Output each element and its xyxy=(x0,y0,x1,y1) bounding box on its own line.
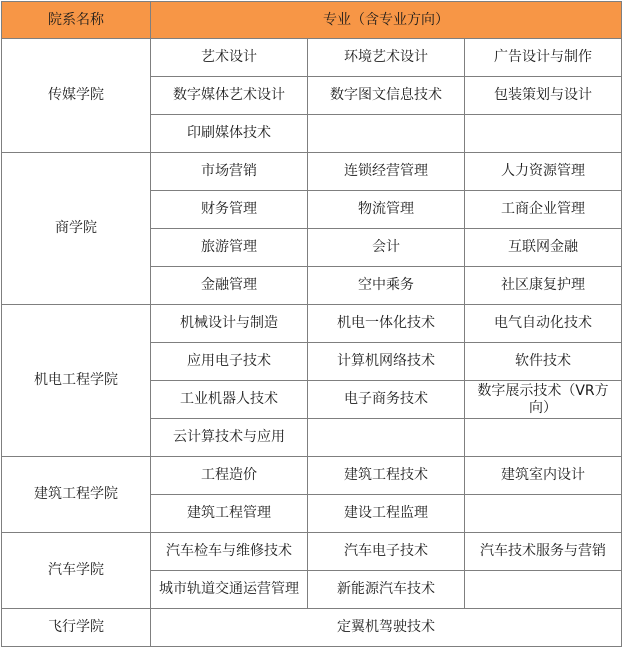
major-cell: 物流管理 xyxy=(308,191,465,229)
major-cell: 城市轨道交通运营管理 xyxy=(151,571,308,609)
major-cell: 电子商务技术 xyxy=(308,381,465,419)
empty-cell xyxy=(465,419,622,457)
major-cell: 会计 xyxy=(308,229,465,267)
major-cell: 市场营销 xyxy=(151,153,308,191)
table-row xyxy=(2,153,622,191)
table-body xyxy=(2,39,622,647)
major-cell: 电气自动化技术 xyxy=(465,305,622,343)
major-cell: 金融管理 xyxy=(151,267,308,305)
major-cell: 新能源汽车技术 xyxy=(308,571,465,609)
major-cell: 建筑工程管理 xyxy=(151,495,308,533)
table-row xyxy=(2,305,622,343)
major-cell: 互联网金融 xyxy=(465,229,622,267)
major-cell: 应用电子技术 xyxy=(151,343,308,381)
major-cell: 软件技术 xyxy=(465,343,622,381)
major-cell: 定翼机驾驶技术 xyxy=(151,609,622,647)
major-cell: 机电一体化技术 xyxy=(308,305,465,343)
major-cell: 工商企业管理 xyxy=(465,191,622,229)
header-row xyxy=(2,2,622,39)
college-name: 传媒学院 xyxy=(2,39,151,153)
table-row xyxy=(2,533,622,571)
empty-cell xyxy=(465,571,622,609)
college-name: 飞行学院 xyxy=(2,609,151,647)
major-cell: 机械设计与制造 xyxy=(151,305,308,343)
college-name: 建筑工程学院 xyxy=(2,457,151,533)
major-cell: 数字展示技术（VR方向） xyxy=(465,381,622,419)
major-cell: 社区康复护理 xyxy=(465,267,622,305)
major-cell: 包装策划与设计 xyxy=(465,77,622,115)
empty-cell xyxy=(465,495,622,533)
empty-cell xyxy=(308,419,465,457)
major-cell: 汽车检车与维修技术 xyxy=(151,533,308,571)
major-cell: 广告设计与制作 xyxy=(465,39,622,77)
empty-cell xyxy=(465,115,622,153)
major-cell: 艺术设计 xyxy=(151,39,308,77)
major-cell: 汽车电子技术 xyxy=(308,533,465,571)
empty-cell xyxy=(308,115,465,153)
table-row xyxy=(2,609,622,647)
major-cell: 汽车技术服务与营销 xyxy=(465,533,622,571)
table-row xyxy=(2,39,622,77)
college-name: 商学院 xyxy=(2,153,151,305)
major-cell: 建设工程监理 xyxy=(308,495,465,533)
major-cell: 计算机网络技术 xyxy=(308,343,465,381)
major-cell: 财务管理 xyxy=(151,191,308,229)
major-cell: 印刷媒体技术 xyxy=(151,115,308,153)
major-cell: 数字图文信息技术 xyxy=(308,77,465,115)
major-cell: 旅游管理 xyxy=(151,229,308,267)
major-cell: 工业机器人技术 xyxy=(151,381,308,419)
college-name: 机电工程学院 xyxy=(2,305,151,457)
major-cell: 建筑室内设计 xyxy=(465,457,622,495)
header-major: 专业（含专业方向） xyxy=(151,2,622,39)
major-cell: 工程造价 xyxy=(151,457,308,495)
major-cell: 数字媒体艺术设计 xyxy=(151,77,308,115)
major-cell: 云计算技术与应用 xyxy=(151,419,308,457)
major-cell: 连锁经营管理 xyxy=(308,153,465,191)
college-name: 汽车学院 xyxy=(2,533,151,609)
table-row xyxy=(2,457,622,495)
major-cell: 人力资源管理 xyxy=(465,153,622,191)
major-cell: 建筑工程技术 xyxy=(308,457,465,495)
major-cell: 空中乘务 xyxy=(308,267,465,305)
header-college: 院系名称 xyxy=(2,2,151,39)
majors-table xyxy=(1,1,622,647)
major-cell: 环境艺术设计 xyxy=(308,39,465,77)
